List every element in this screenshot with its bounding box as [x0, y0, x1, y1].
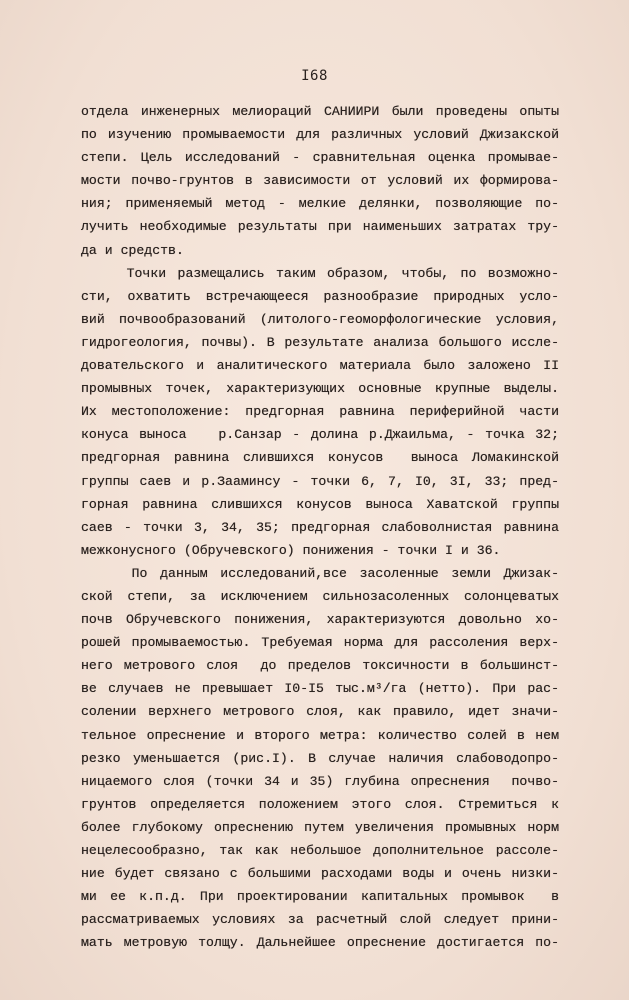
text-line: него метрового слоя до пределов токсичности в большинст-	[81, 658, 559, 674]
text-line: резко уменьшается (рис.I). В случае наличия слабоводопро-	[81, 750, 559, 766]
text-line: более глубокому опреснению путем увеличения промывных норм	[81, 819, 559, 835]
text-line: предгорная равнина слившихся конусов выноса Ломакинской	[81, 450, 559, 466]
text-line: рошей промываемостью. Требуемая норма для рассоления верх-	[81, 635, 559, 651]
text-line: мости почво-грунтов в зависимости от условий их формирова-	[81, 173, 559, 189]
text-line: гидрогеология, почвы). В результате анализа большого иссле-	[81, 334, 559, 350]
text-line: тельное опреснение и второго метра: количество солей в нем	[81, 727, 559, 743]
text-line: сти, охватить встречающееся разнообразие природных усло-	[81, 288, 559, 304]
text-line: промывных точек, характеризующих основные крупные выделы.	[81, 381, 559, 397]
text-line: рассматриваемых условиях за расчетный слой следует прини-	[81, 912, 559, 928]
text-line: нецелесообразно, так как небольшое дополнительное рассоле-	[81, 843, 559, 858]
text-line: горная равнина слившихся конусов выноса Хаватской группы	[81, 496, 559, 512]
text-line: степи. Цель исследований - сравнительная оценка промывае-	[81, 150, 559, 166]
text-line: по изучению промываемости для различных условий Джизакской	[81, 127, 559, 143]
text-line: грунтов определяется положением этого слоя. Стремиться к	[81, 796, 559, 812]
text-line: конуса выноса р.Санзар - долина р.Джаильма, - точка 32;	[81, 427, 559, 443]
body-text	[81, 100, 559, 954]
text-line: почв Обручевского понижения, характеризуются довольно хо-	[81, 612, 559, 628]
text-line: мать метровую толщу. Дальнейшее опреснение достигается по-	[81, 935, 559, 951]
text-line: межконусного (Обручевского) понижения - точки I и 36.	[81, 542, 501, 558]
text-line: отдела инженерных мелиораций САНИИРИ были проведены опыты	[81, 104, 559, 119]
text-line: саев - точки 3, 34, 35; предгорная слабоволнистая равнина	[81, 519, 559, 535]
text-line: ния; применяемый метод - мелкие делянки, позволяющие по-	[81, 196, 559, 212]
text-line: ве случаев не превышает I0-I5 тыс.м³/га (нетто). При рас-	[81, 681, 559, 697]
text-line: ние будет связано с большими расходами воды и очень низки-	[81, 866, 559, 882]
text-line: довательского и аналитического материала было заложено II	[81, 358, 559, 374]
text-line: солении верхнего метрового слоя, как правило, идет значи-	[81, 704, 559, 720]
text-line: вий почвообразований (литолого-геоморфологические условия,	[81, 311, 559, 327]
text-line: По данным исследований,все засоленные земли Джизак-	[81, 565, 559, 581]
text-line: Точки размещались таким образом, чтобы, по возможно-	[81, 265, 559, 281]
text-line: да и средств.	[81, 242, 184, 258]
text-line: группы саев и р.Зааминсу - точки 6, 7, I0, 3I, 33; пред-	[81, 473, 559, 489]
text-line: ской степи, за исключением сильнозасоленных солонцеватых	[81, 588, 559, 604]
text-line: Их местоположение: предгорная равнина периферийной части	[81, 404, 559, 420]
page-number: I68	[301, 68, 328, 84]
text-line: лучить необходимые результаты при наименьших затратах тру-	[81, 219, 559, 235]
text-line: ницаемого слоя (точки 34 и 35) глубина опреснения почво-	[81, 773, 559, 789]
text-line: ми ее к.п.д. При проектировании капитальных промывок в	[81, 889, 559, 905]
